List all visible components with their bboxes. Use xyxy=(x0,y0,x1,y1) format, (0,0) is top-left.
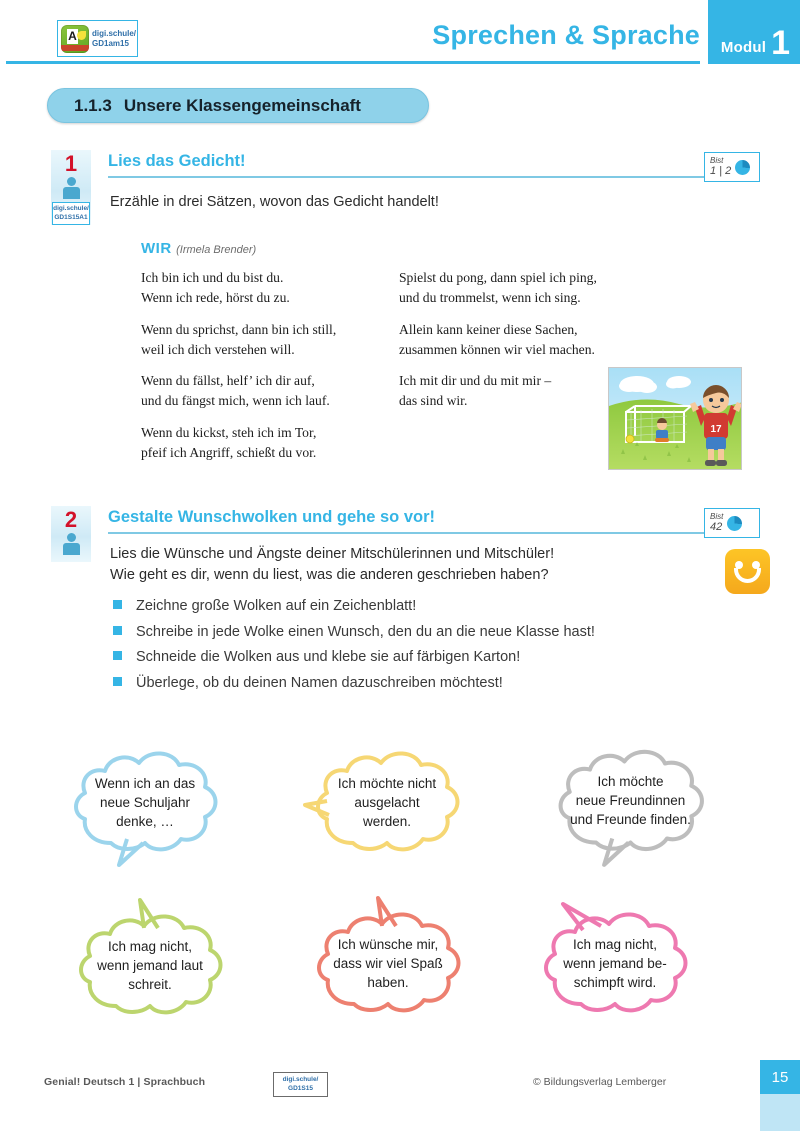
page-number-accent-bar xyxy=(760,1094,800,1131)
wish-cloud-line: schimpft wird. xyxy=(573,975,657,991)
poem-line: Wenn du fällst, helf’ ich dir auf, xyxy=(141,373,315,389)
footer-logo-line-1: digi.schule/ xyxy=(282,1076,319,1084)
modul-number: 1 xyxy=(771,24,790,63)
pie-chart-icon xyxy=(727,516,742,531)
step-list-item-text: Zeichne große Wolken auf ein Zeichenblatt! xyxy=(136,598,417,614)
wish-cloud-line: Ich mag nicht, xyxy=(107,939,193,954)
exercise-2-underline xyxy=(108,532,752,534)
step-list-item xyxy=(113,598,595,614)
wish-cloud-text xyxy=(288,935,488,992)
step-list-item-text: Überlege, ob du deinen Namen dazuschreiben möchtest! xyxy=(136,674,503,691)
poem-author: (Irmela Brender) xyxy=(176,244,257,256)
wish-cloud-line: haben. xyxy=(367,975,409,991)
poem-line: weil ich dich verstehen will. xyxy=(141,341,295,357)
poem-line: pfeif ich Angriff, schießt du vor. xyxy=(141,444,317,460)
wish-cloud xyxy=(45,727,245,877)
exercise-2-instruction-line-1: Lies die Wünsche und Ängste deiner Mitschülerinnen und Mitschüler! xyxy=(110,546,555,562)
wish-cloud-line: werden. xyxy=(362,814,412,830)
poem-column-left xyxy=(141,268,411,475)
wish-cloud-line: dass wir viel Spaß xyxy=(333,956,443,972)
step-list-item xyxy=(113,624,595,640)
wish-cloud-line: Ich mag nicht, xyxy=(572,937,658,952)
square-bullet-icon xyxy=(113,600,122,609)
wish-cloud-text xyxy=(45,774,245,831)
exercise-1-number: 1 xyxy=(64,151,78,176)
exercise-1-title: Lies das Gedicht! xyxy=(108,152,246,170)
step-list-item-text: Schneide die Wolken aus und klebe sie auf färbigen Karton! xyxy=(136,649,521,665)
poem-stanza xyxy=(141,320,411,360)
wish-cloud-line: und Freunde finden. xyxy=(570,812,691,828)
wish-cloud-line: neue Schuljahr xyxy=(99,795,191,811)
chapter-title: Unsere Klassengemeinschaft xyxy=(123,95,361,115)
wish-cloud xyxy=(287,727,487,877)
square-bullet-icon xyxy=(113,677,122,686)
exercise-2-instruction xyxy=(110,544,554,586)
poem-line: Allein kann keiner diese Sachen, xyxy=(399,321,578,337)
wish-cloud-text xyxy=(50,937,250,994)
exercise-2-header xyxy=(108,508,752,534)
chapter-number: 1.1.3 xyxy=(74,95,112,115)
exercise-1-bist-text xyxy=(710,156,731,178)
footer-copyright: © Bildungsverlag Lemberger xyxy=(533,1076,667,1088)
poem-line: zusammen können wir viel machen. xyxy=(399,341,595,357)
chapter-heading xyxy=(47,88,429,123)
exercise-1-header xyxy=(108,152,752,178)
single-person-icon xyxy=(61,177,81,199)
poem-line: Wenn du sprichst, dann bin ich still, xyxy=(141,321,337,337)
digi-schule-logo-text xyxy=(92,29,136,49)
step-list-item-text: Schreibe in jede Wolke einen Wunsch, den du an die neue Klasse hast! xyxy=(136,623,595,640)
wish-cloud-text xyxy=(287,774,487,831)
exercise-2-bist-value: 42 xyxy=(710,521,723,534)
wish-cloud-text xyxy=(528,772,733,829)
poem-line: Wenn ich rede, hörst du zu. xyxy=(141,289,290,305)
exercise-1-digi-code[interactable] xyxy=(52,202,90,225)
poem-stanza xyxy=(141,371,411,411)
modul-badge xyxy=(708,0,800,64)
page-title: Sprechen & Sprache xyxy=(432,20,700,50)
pie-chart-icon xyxy=(735,160,750,175)
wish-cloud-line: wenn jemand laut xyxy=(97,958,203,974)
exercise-1-instruction: Erzähle in drei Sätzen, wovon das Gedicht handelt! xyxy=(110,194,439,210)
poem-stanza xyxy=(141,268,411,308)
header-divider xyxy=(6,61,700,64)
wish-cloud-line: wenn jemand be- xyxy=(563,956,667,972)
exercise-2-instruction-line-2: Wie geht es dir, wenn du liest, was die anderen geschrieben haben? xyxy=(110,567,549,584)
step-list-item xyxy=(113,675,595,691)
single-person-icon xyxy=(61,533,81,555)
poem-heading xyxy=(141,240,256,258)
step-list-item xyxy=(113,649,595,665)
square-bullet-icon xyxy=(113,651,122,660)
exercise-1-bist-value: 1 | 2 xyxy=(710,165,732,178)
poem-line: Spielst du pong, dann spiel ich ping, xyxy=(399,270,597,285)
exercise-2-badge xyxy=(51,506,91,562)
digi-schule-app-icon: A xyxy=(61,25,89,53)
wish-cloud-line: denke, … xyxy=(116,814,174,830)
exercise-2-step-list xyxy=(113,598,595,700)
exercise-2-bist-label: Bist xyxy=(710,512,724,522)
poem-line: Ich mit dir und du mit mir – xyxy=(399,373,552,389)
soccer-boy-illustration xyxy=(608,367,742,470)
exercise-1-bist-label: Bist xyxy=(710,156,724,166)
wish-cloud-line: Ich wünsche mir, xyxy=(337,937,439,952)
poem-line: und du trommelst, wenn ich sing. xyxy=(399,289,581,305)
wish-cloud-line: neue Freundinnen xyxy=(575,793,686,809)
poem-line: und du fängst mich, wenn ich lauf. xyxy=(141,393,330,409)
wish-cloud xyxy=(288,888,488,1038)
wish-cloud-line: ausgelacht xyxy=(354,795,420,811)
smiley-face-icon xyxy=(725,549,770,594)
wish-cloud-line: Ich möchte nicht xyxy=(337,776,437,791)
page-number: 15 xyxy=(760,1060,800,1094)
page-header xyxy=(0,0,800,70)
poem-stanza xyxy=(399,320,649,360)
exercise-2-bist-text xyxy=(710,512,723,534)
logo-line-2: GD1am15 xyxy=(92,38,129,48)
footer-logo-line-2: GD1S15 xyxy=(288,1084,313,1092)
poem-stanza xyxy=(399,268,649,308)
wish-cloud xyxy=(50,890,250,1040)
poem-line: das sind wir. xyxy=(399,393,468,409)
exercise-1-code-line-2: GD1S15A1 xyxy=(54,213,88,221)
exercise-1-underline xyxy=(108,176,752,178)
exercise-2-title: Gestalte Wunschwolken und gehe so vor! xyxy=(108,508,436,526)
wish-cloud-line: Ich möchte xyxy=(597,774,664,789)
svg-text:17: 17 xyxy=(710,424,722,435)
wish-cloud-line: schreit. xyxy=(128,977,172,993)
wish-cloud xyxy=(528,725,733,877)
poem-stanza xyxy=(141,423,411,463)
wish-cloud-line: Wenn ich an das xyxy=(94,776,196,791)
logo-line-1: digi.schule/ xyxy=(92,28,137,38)
exercise-1-bist-badge[interactable] xyxy=(704,152,760,182)
poem-line: Ich bin ich und du bist du. xyxy=(141,270,284,285)
square-bullet-icon xyxy=(113,626,122,635)
exercise-2-number: 2 xyxy=(64,507,78,532)
footer-digi-schule-logo[interactable] xyxy=(273,1072,328,1097)
wish-cloud-text xyxy=(515,935,715,992)
exercise-1-badge xyxy=(51,150,91,225)
modul-label: Modul xyxy=(720,39,767,56)
wish-cloud xyxy=(515,888,715,1038)
poem-title: WIR xyxy=(141,240,172,257)
poem-line: Wenn du kickst, steh ich im Tor, xyxy=(141,425,317,441)
exercise-1-code-line-1: digi.schule/ xyxy=(53,205,89,213)
exercise-2-bist-badge[interactable] xyxy=(704,508,760,538)
footer-book-title: Genial! Deutsch 1 | Sprachbuch xyxy=(44,1076,206,1088)
digi-schule-logo[interactable] xyxy=(57,20,138,57)
